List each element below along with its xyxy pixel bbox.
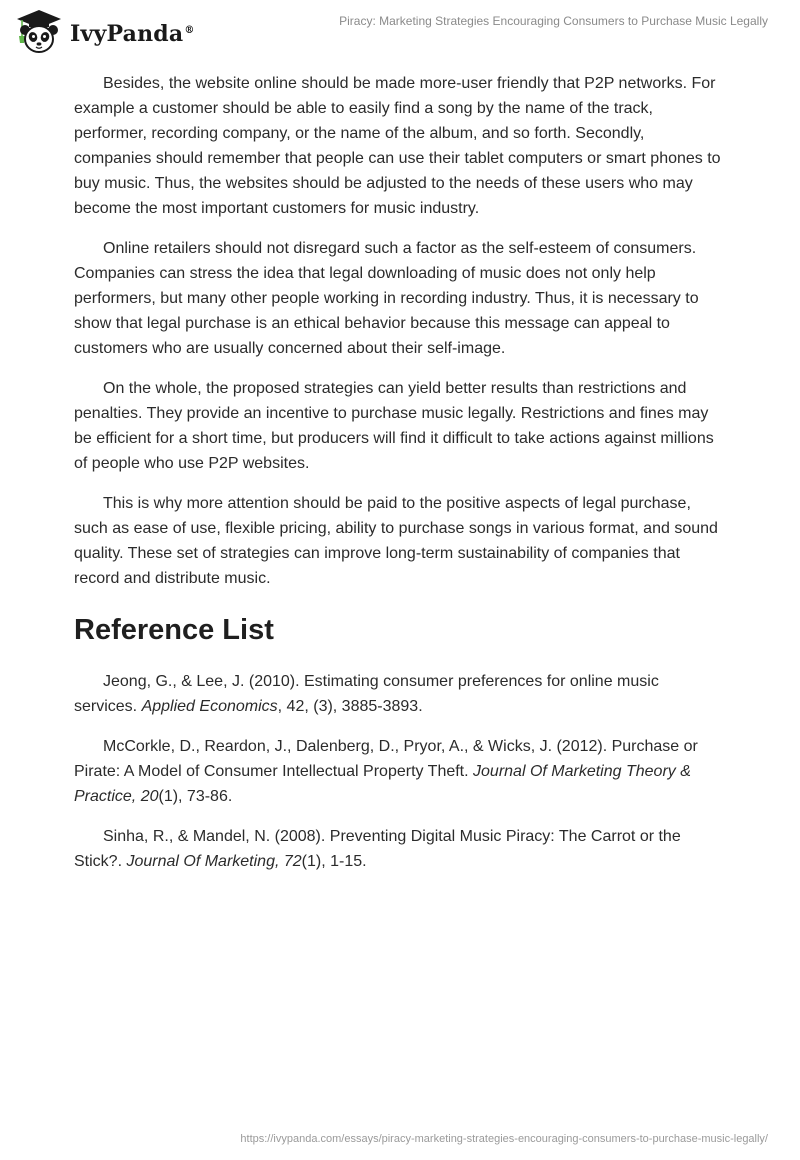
- reference-details: (1), 73-86.: [158, 788, 233, 805]
- reference-journal: Journal Of Marketing Theory & Practice, 20: [74, 763, 691, 805]
- logo-text: IvyPanda®: [70, 21, 195, 47]
- reference-journal: Journal Of Marketing, 72: [126, 853, 302, 870]
- footer-url-link[interactable]: https://ivypanda.com/essays/piracy-marketing-strategies-encouraging-consumers-to-purchase-music-legally/: [240, 1133, 768, 1145]
- body-paragraph: This is why more attention should be paid to the positive aspects of legal purchase, such as ease of use, flexible pricing, ability to purchase songs in various format, and sound quality. These set of strategies can improve long-term sustainability of companies that record and distribute music.: [74, 495, 718, 587]
- reference-list-heading: Reference List: [74, 614, 274, 646]
- reference-journal: Applied Economics: [141, 698, 278, 715]
- reference-details: , 42, (3), 3885-3893.: [277, 698, 423, 715]
- panda-graduate-icon: [14, 8, 64, 56]
- reference-text: McCorkle, D., Reardon, J., Dalenberg, D., Pryor, A., & Wicks, J. (2012). Purchase or Pirate: A Model of Consumer Intellectual Property Theft.: [74, 738, 698, 780]
- reference-text: Jeong, G., & Lee, J. (2010). Estimating consumer preferences for online music services.: [74, 673, 659, 715]
- body-paragraph: Online retailers should not disregard such a factor as the self-esteem of consumers. Companies can stress the idea that legal downloading of music does not only help performers, but many other people working in recording industry. Thus, it is necessary to show that legal purchase is an ethical behavior because this message can appeal to customers who are usually concerned about their self-image.: [74, 240, 699, 357]
- reference-entry: [74, 734, 724, 809]
- essay-content: [74, 71, 724, 889]
- reference-details: (1), 1-15.: [301, 853, 367, 870]
- reference-entry: [74, 824, 724, 874]
- page-header: [0, 0, 800, 60]
- body-paragraph: On the whole, the proposed strategies can yield better results than restrictions and penalties. They provide an incentive to purchase music legally. Restrictions and fines may be efficient for a short time, but producers will find it difficult to take actions against millions of people who use P2P websites.: [74, 380, 714, 472]
- ivypanda-logo[interactable]: [14, 8, 195, 56]
- reference-entry: [74, 669, 724, 719]
- body-paragraph: Besides, the website online should be made more-user friendly that P2P networks. For example a customer should be able to easily find a song by the name of the track, performer, recording company, or the name of the album, and so forth. Secondly, companies should remember that people can use their tablet computers or smart phones to buy music. Thus, the websites should be adjusted to the needs of these users who may become the most important customers for music industry.: [74, 75, 721, 217]
- reference-text: Sinha, R., & Mandel, N. (2008). Preventing Digital Music Piracy: The Carrot or the Stick?.: [74, 828, 681, 870]
- document-title: Piracy: Marketing Strategies Encouraging Consumers to Purchase Music Legally: [339, 14, 768, 28]
